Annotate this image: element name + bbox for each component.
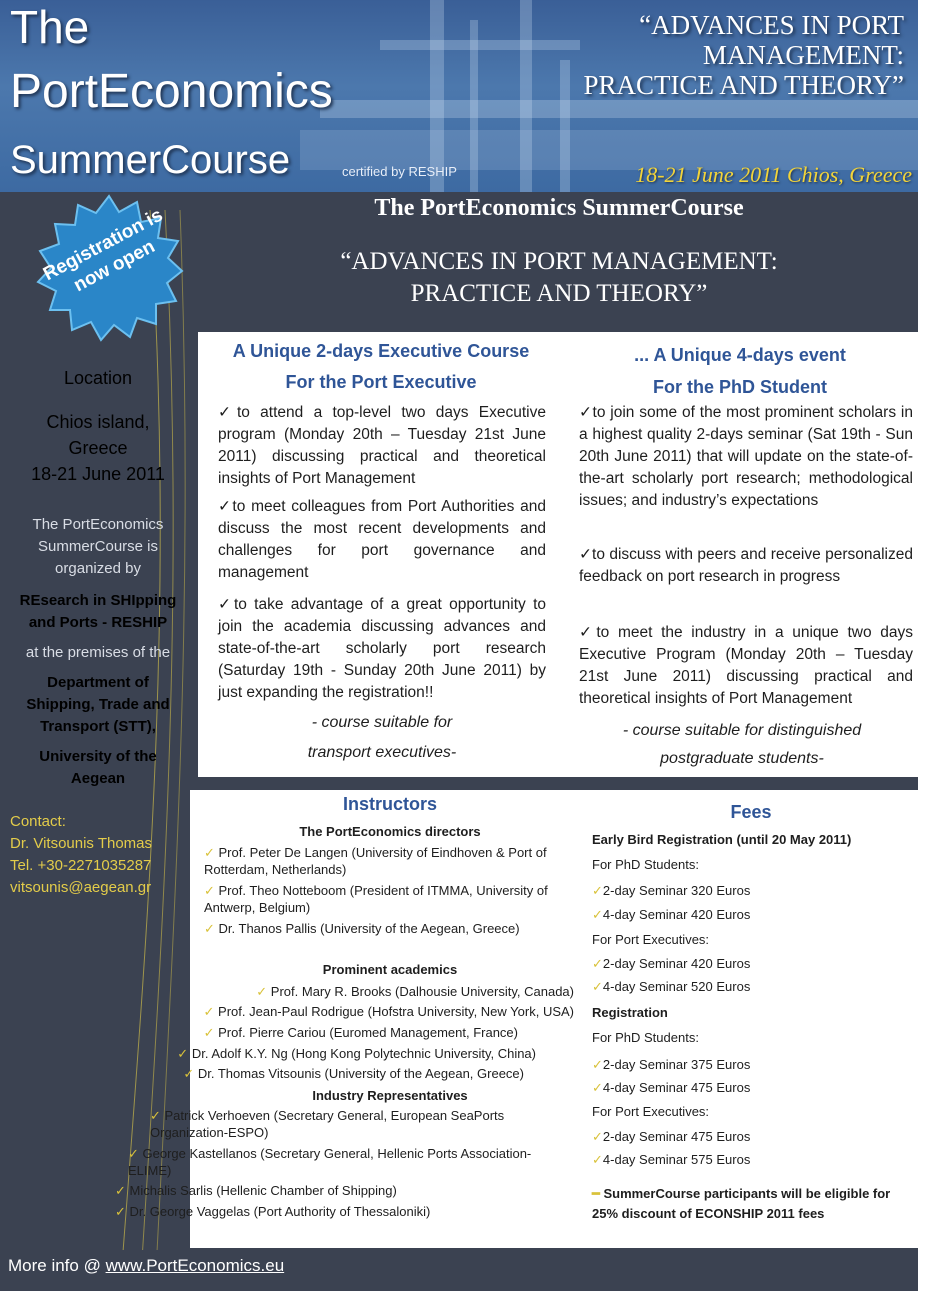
check-icon: ✓ [203,1004,219,1019]
header-date: 18-21 June 2011 Chios, Greece [635,162,912,187]
phd-bullet-2: ✓to discuss with peers and receive personalized feedback on port research in progress [579,546,913,585]
exec-bullet-3: ✓to take advantage of a great opportunity to join the academia discussing advances and state-of-the-art scholarly port research (Saturday 19th - Sunday 20th June 2011) by just expanding the registration!! [218,596,546,701]
exec-label-early: For Port Executives: [592,932,710,947]
check-icon: ✓ [592,1080,603,1095]
fee-item: ✓2-day Seminar 420 Euros [592,956,751,971]
footer [0,1250,918,1291]
academic-item: ✓ Dr. Thomas Vitsounis (University of the Aegean, Greece) [183,1066,524,1081]
exec-suitable-1: - course suitable for [311,714,453,731]
check-icon: ✓ [203,1025,219,1040]
location-dates: 18-21 June 2011 [31,464,165,484]
reship-line-1: REsearch in SHIpping [19,592,177,609]
industry-item-1: ✓ Patrick Verhoeven (Secretary General, European SeaPorts Organization-ESPO) [150,1108,505,1140]
check-icon: ✓ [592,907,603,922]
check-icon: ✓ [183,1066,198,1081]
directors-label: The PortEconomics directors [299,824,481,839]
check-icon: ✓ [115,1204,130,1219]
exec-heading-1: A Unique 2-days Executive Course [232,341,530,361]
phd-label-reg: For PhD Students: [592,1030,699,1045]
academic-item: ✓ Prof. Pierre Cariou (Euromed Management, France) [203,1025,518,1040]
check-icon: ✓ [150,1108,165,1123]
contact-tel: Tel. +30-2271035287 [10,857,152,874]
contact-email[interactable]: vitsounis@aegean.gr [10,879,152,896]
check-icon: ✓ [592,979,603,994]
instructors-fees-panel [177,790,918,1248]
quote-line-2: PRACTICE AND THEORY” [410,280,708,307]
check-icon: ✓ [204,883,219,898]
header-advances: “ADVANCES IN PORT MANAGEMENT: PRACTICE AND THEORY” [583,10,904,100]
check-icon: ✓ [592,956,603,971]
check-icon: ✓ [204,921,219,936]
exec-label-reg: For Port Executives: [592,1104,710,1119]
contact-label: Contact: [10,813,66,830]
phd-bullet-3: ✓to meet the industry in a unique two days Executive Program (Monday 20th – Tuesday 21st June 2011) discussing practical and theoretical insights of Port Management [579,624,913,707]
exec-suitable-2: transport executives- [307,744,457,761]
footer-text [8,1256,284,1276]
dept-line-3: Transport (STT), [40,718,156,735]
reg-label: Registration [592,1005,668,1020]
contact-name: Dr. Vitsounis Thomas [10,835,153,852]
dept-line-2: Shipping, Trade and [26,696,170,713]
exec-heading-2: For the Port Executive [285,372,477,392]
phd-suitable-2: postgraduate students- [660,750,824,767]
badge-text: Registration is now open [39,204,167,297]
premises-text: at the premises of the [25,644,171,661]
dept-line-1: Department of [47,674,149,691]
check-icon: ✓ [592,1057,603,1072]
footer-prefix: More info @ [8,1256,106,1275]
fee-item: ✓4-day Seminar 475 Euros [592,1080,751,1095]
instructors-title: Instructors [342,794,438,814]
org-line-2: SummerCourse is [37,538,159,555]
fees-title: Fees [730,802,772,822]
univ-line-1: University of the [39,748,157,765]
fee-item: ✓2-day Seminar 375 Euros [592,1057,751,1072]
director-item: ✓ Dr. Thanos Pallis (University of the Aegean, Greece) [204,921,520,936]
phd-suitable-1: - course suitable for distinguished [622,722,862,739]
contact-block [10,811,200,899]
header-banner [0,0,918,192]
fee-item: ✓4-day Seminar 575 Euros [592,1152,751,1167]
director-item: ✓ Prof. Theo Notteboom (President of ITMMA, University of Antwerp, Belgium) [204,883,548,915]
early-label: Early Bird Registration (until 20 May 2011) [592,832,852,847]
phd-bullet-1: ✓to join some of the most prominent scholars in a highest quality 2-days seminar (Sat 19th - Sun 20th June 2011) that will update on the state-of-the-art scholarly port research; methodological issues; and industry’s expectations [579,404,913,509]
fee-item: ✓4-day Seminar 420 Euros [592,907,751,922]
place-line-2: Greece [68,438,128,458]
website-link[interactable]: www.PortEconomics.eu [105,1256,285,1275]
quote-title [200,246,918,310]
certified-text: certified by RESHIP [342,164,457,179]
univ-line-2: Aegean [70,770,126,787]
reship-line-2: and Ports - RESHIP [28,614,168,631]
check-icon: ✓ [592,883,603,898]
phd-heading-2: For the PhD Student [653,377,827,397]
phd-label-early: For PhD Students: [592,857,699,872]
academic-item: ✓ Dr. Adolf K.Y. Ng (Hong Kong Polytechnic University, China) [177,1046,536,1061]
industry-item-2: ✓ George Kastellanos (Secretary General, Hellenic Ports Association-ELIME) [128,1146,532,1178]
location-label: Location [63,368,133,388]
industry-label: Industry Representatives [312,1088,468,1103]
courses-panel [198,332,918,777]
industry-item-3: ✓ Michalis Sarlis (Hellenic Chamber of Shipping) [115,1183,397,1198]
discount-line-1: ━ SummerCourse participants will be eligible for [592,1186,891,1201]
title-porteconomics: PortEconomics [10,65,333,118]
director-item: ✓ Prof. Peter De Langen (University of Eindhoven & Port of Rotterdam, Netherlands) [204,845,547,877]
fee-item: ✓2-day Seminar 475 Euros [592,1129,751,1144]
exec-bullet-2: ✓to meet colleagues from Port Authorities and discuss the most recent developments and challenges for port governance and management [218,498,546,581]
check-icon: ✓ [115,1183,130,1198]
academics-label: Prominent academics [322,962,458,977]
discount-line-2: 25% discount of ECONSHIP 2011 fees [592,1206,825,1221]
check-icon: ✓ [204,845,219,860]
registration-badge[interactable] [34,194,184,344]
dash-icon: ━ [592,1186,604,1201]
title-summercourse: SummerCourse [10,138,291,182]
quote-line-1: “ADVANCES IN PORT MANAGEMENT: [340,248,778,275]
check-icon: ✓ [592,1152,603,1167]
industry-item-4: ✓ Dr. George Vaggelas (Port Authority of Thessaloniki) [115,1204,431,1219]
check-icon: ✓ [256,984,271,999]
title-the: The [10,1,90,53]
org-line-3: organized by [55,560,141,577]
fee-item: ✓4-day Seminar 520 Euros [592,979,751,994]
org-line-1: The PortEconomics [32,516,164,533]
academic-item: ✓ Prof. Mary R. Brooks (Dalhousie University, Canada) [256,984,574,999]
exec-bullet-1: ✓to attend a top-level two days Executive program (Monday 20th – Tuesday 21st June 2011) discussing practical and theoretical insights of Port Management [218,404,546,487]
place-line-1: Chios island, [46,412,150,432]
fee-item: ✓2-day Seminar 320 Euros [592,883,751,898]
check-icon: ✓ [177,1046,192,1061]
check-icon: ✓ [592,1129,603,1144]
check-icon: ✓ [128,1146,143,1161]
subtitle: The PortEconomics SummerCourse [374,195,744,221]
phd-heading-1: ... A Unique 4-days event [634,345,846,365]
academic-item: ✓ Prof. Jean-Paul Rodrigue (Hofstra University, New York, USA) [203,1004,574,1019]
